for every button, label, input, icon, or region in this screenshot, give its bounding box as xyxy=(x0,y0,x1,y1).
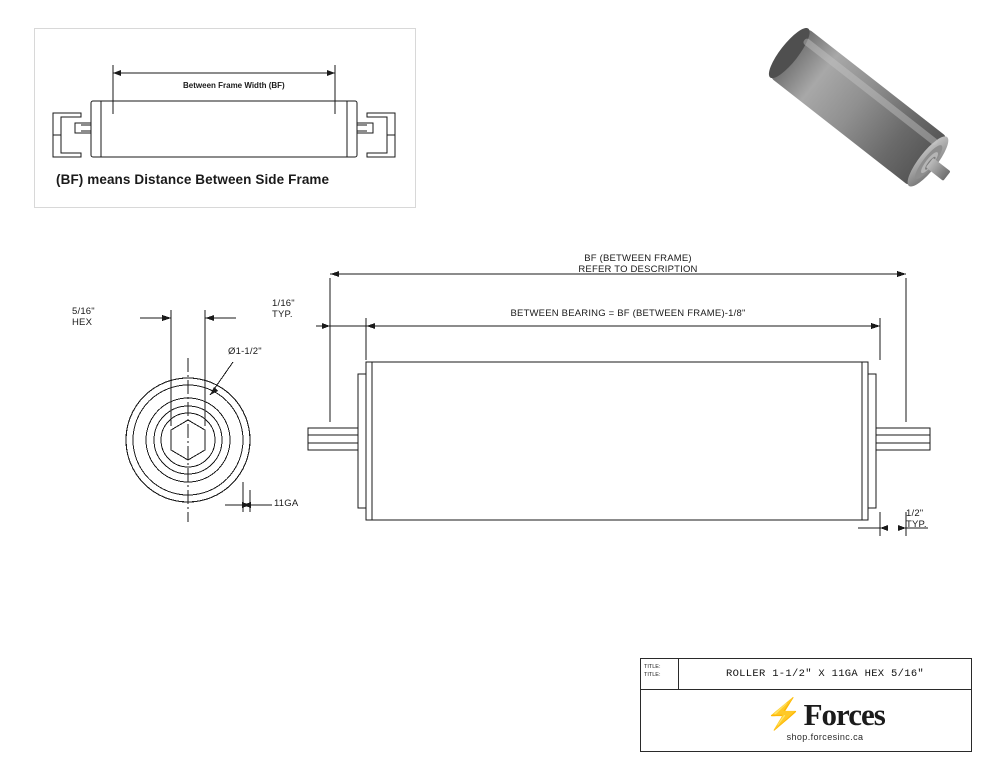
inset-dimension-caption: Between Frame Width (BF) xyxy=(183,81,285,90)
bf-dimension-line1: BF (BETWEEN FRAME) xyxy=(584,253,692,264)
typ-left-line2: TYP. xyxy=(272,309,293,320)
brand-logo-text: Forces xyxy=(803,697,885,732)
hex-size-label xyxy=(72,306,95,328)
diameter-label: Ø1-1/2" xyxy=(228,346,262,357)
title-label-line1: TITLE: xyxy=(644,664,661,670)
inset-note-label: (BF) means Distance Between Side Frame xyxy=(56,172,330,187)
title-block-header-row xyxy=(641,659,971,690)
brand-logo-area xyxy=(679,690,971,751)
title-block-side-cell xyxy=(641,690,679,751)
main-roller-drawing xyxy=(40,250,970,570)
hex-size-line1: 5/16" xyxy=(72,306,95,317)
roller-3d-render xyxy=(748,28,968,188)
brand-logo xyxy=(765,699,885,730)
bolt-icon: ⚡ xyxy=(765,697,802,731)
gauge-label: 11GA xyxy=(274,498,299,509)
typ-left-line1: 1/16" xyxy=(272,298,295,309)
brand-url: shop.forcesinc.ca xyxy=(786,732,864,742)
bf-dimension-line2: REFER TO DESCRIPTION xyxy=(578,264,698,275)
hex-size-line2: HEX xyxy=(72,317,93,328)
title-block-label-cell xyxy=(641,659,679,689)
typ-right-line2: TYP. xyxy=(906,519,927,530)
typ-left-label xyxy=(272,298,295,320)
between-bearing-label: BETWEEN BEARING = BF (BETWEEN FRAME)-1/8" xyxy=(510,308,746,319)
typ-right-line1: 1/2" xyxy=(906,508,924,519)
typ-right-label xyxy=(906,508,927,530)
part-title-text: ROLLER 1-1/2" X 11GA HEX 5/16" xyxy=(725,668,925,680)
title-label-line2: TITLE: xyxy=(644,672,661,679)
bf-dimension-label xyxy=(518,253,758,275)
title-block xyxy=(640,658,972,752)
